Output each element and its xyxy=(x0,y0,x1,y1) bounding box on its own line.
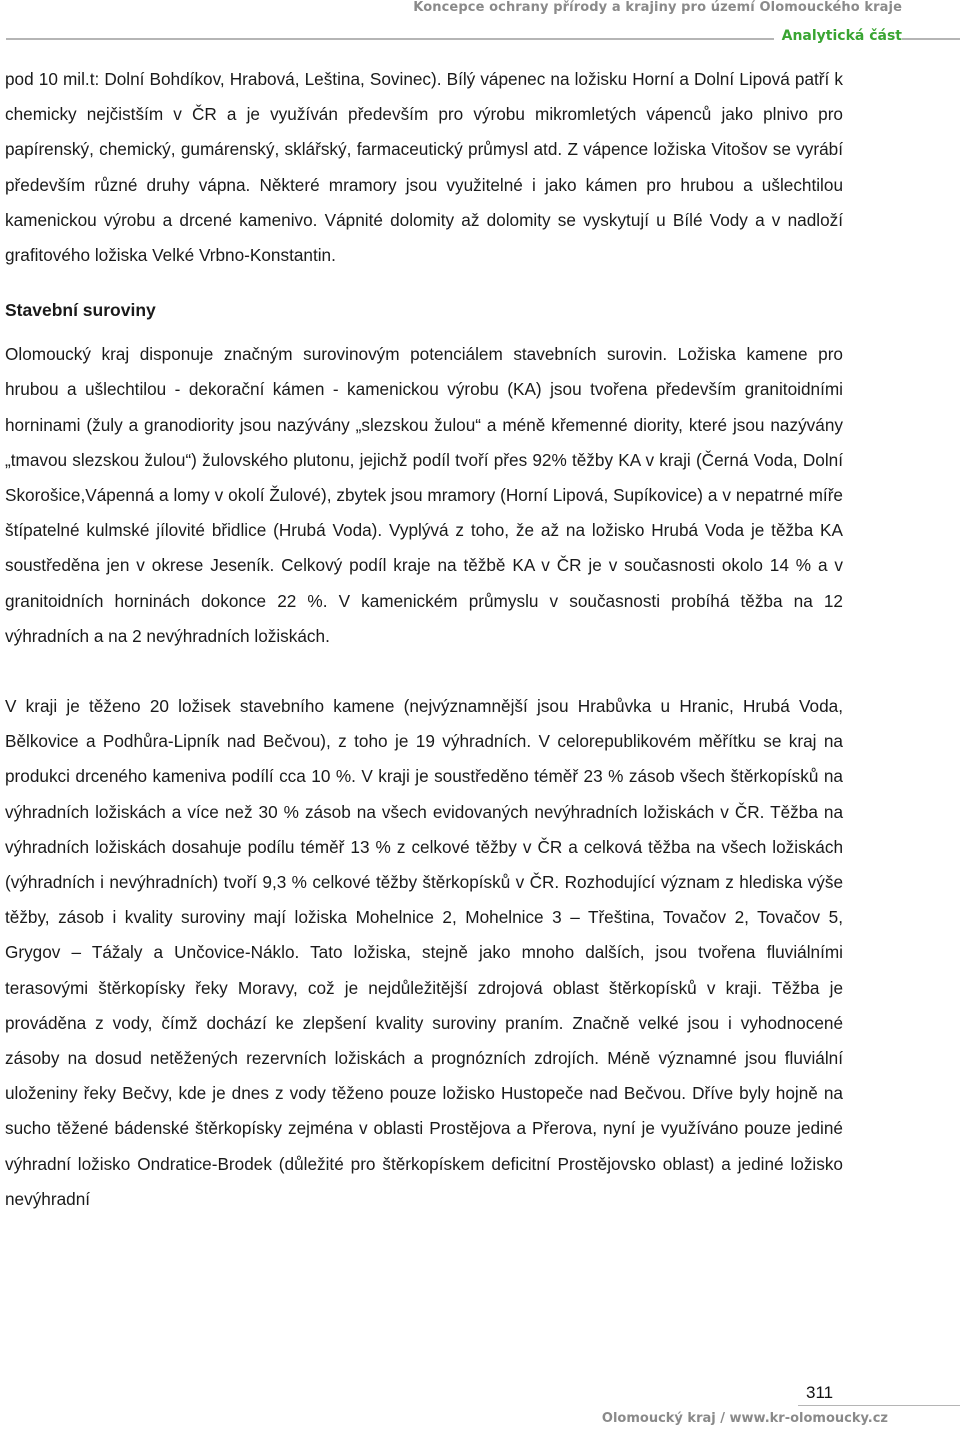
paragraph-spacer xyxy=(5,654,843,689)
paragraph-building-stone: Olomoucký kraj disponuje značným surovinovým potenciálem stavebních surovin. Ložiska kamene pro hrubou a ušlechtilou - dekorační kámen - kamenickou výrobu (KA) jsou tvořena především granitoidními horninami (žuly a granodiority jsou nazývány „slezskou žulou“ a méně křemenné diority, které jsou nazývány „tmavou slezskou žulou“) žulovského plutonu, jejichž podíl tvoří přes 92% těžby KA v kraji (Černá Voda, Dolní Skorošice,Vápenná a lomy v okolí Žulové), zbytek jsou mramory (Horní Lipová, Supíkovice) a v nepatrné míře štípatelné kulmské jílovité břidlice (Hrubá Voda). Vyplývá z toho, že až na ložisko Hrubá Voda je těžba KA soustředěna jen v okrese Jeseník. Celkový podíl kraje na těžbě KA v ČR je v současnosti okolo 14 % a v granitoidních horninách dokonce 22 %. V kamenickém průmyslu v současnosti probíhá těžba na 12 výhradních a na 2 nevýhradních ložiskách. xyxy=(5,344,843,646)
footer-source: Olomoucký kraj / www.kr-olomoucky.cz xyxy=(601,1411,888,1426)
document-body xyxy=(5,62,843,1217)
paragraph-intro: pod 10 mil.t: Dolní Bohdíkov, Hrabová, Leština, Sovinec). Bílý vápenec na ložisku Horní a Dolní Lipová patří k chemicky nejčistším v ČR a je využíván především pro výrobu mikromletých vápenců jako plnivo pro papírenský, chemický, gumárenský, sklářský, farmaceutický průmysl atd. Z vápence ložiska Vitošov se vyrábí především různé druhy vápna. Některé mramory jsou využitelné i jako kámen pro hrubou a ušlechtilou kamenickou výrobu a drcené kamenivo. Vápnité dolomity až dolomity se vyskytují u Bílé Vody a v nadloží grafitového ložiska Velké Vrbno-Konstantin. xyxy=(5,69,843,266)
section-heading: Stavební suroviny xyxy=(5,300,156,321)
footer-divider xyxy=(798,1405,960,1406)
header-title: Koncepce ochrany přírody a krajiny pro území Olomouckého kraje xyxy=(413,0,902,15)
page-number: 311 xyxy=(806,1383,834,1402)
header-subtitle: Analytická část xyxy=(774,28,902,44)
paragraph-gravel: V kraji je těženo 20 ložisek stavebního kamene (nejvýznamnější jsou Hrabůvka u Hranic, Hrubá Voda, Bělkovice a Podhůra-Lipník nad Bečvou), z toho je 19 výhradních. V celorepublikovém měřítku se kraj na produkci drceného kameniva podílí cca 10 %. V kraji je soustředěno téměř 23 % zásob všech štěrkopísků na výhradních ložiskách a více než 30 % zásob na všech evidovaných nevýhradních ložiskách v ČR. Těžba na výhradních ložiskách dosahuje podílu téměř 13 % z celkové těžby v ČR a celková těžba na všech ložiskách (výhradních i nevýhradních) tvoří 9,3 % celkové těžby štěrkopísků v ČR. Rozhodující význam z hlediska výše těžby, zásob i kvality suroviny mají ložiska Mohelnice 2, Mohelnice 3 – Třeština, Tovačov 2, Tovačov 5, Grygov – Tážaly a Unčovice-Náklo. Tato ložiska, stejně jako mnoho dalších, jsou tvořena fluviálními terasovými štěrkopísky řeky Moravy, což je nejdůležitější zdrojová oblast štěrkopísků v kraji. Těžba je prováděna z vody, čímž dochází ke zlepšení kvality suroviny praním. Značně velké jsou i vyhodnocené zásoby na dosud netěžených rezervních ložiskách a prognózních zdrojích. Méně významné jsou fluviální uloženiny řeky Bečvy, kde je dnes z vody těženo pouze ložisko Hustopeče nad Bečvou. Dříve byly hojně na sucho těžené bádenské štěrkopísky zejména v oblasti Prostějova a Přerova, nyní je využíváno pouze jediné výhradní ložisko Ondratice-Brodek (důležité pro štěrkopískem deficitní Prostějovsko oblast) a jediné ložisko nevýhradní xyxy=(5,696,843,1209)
